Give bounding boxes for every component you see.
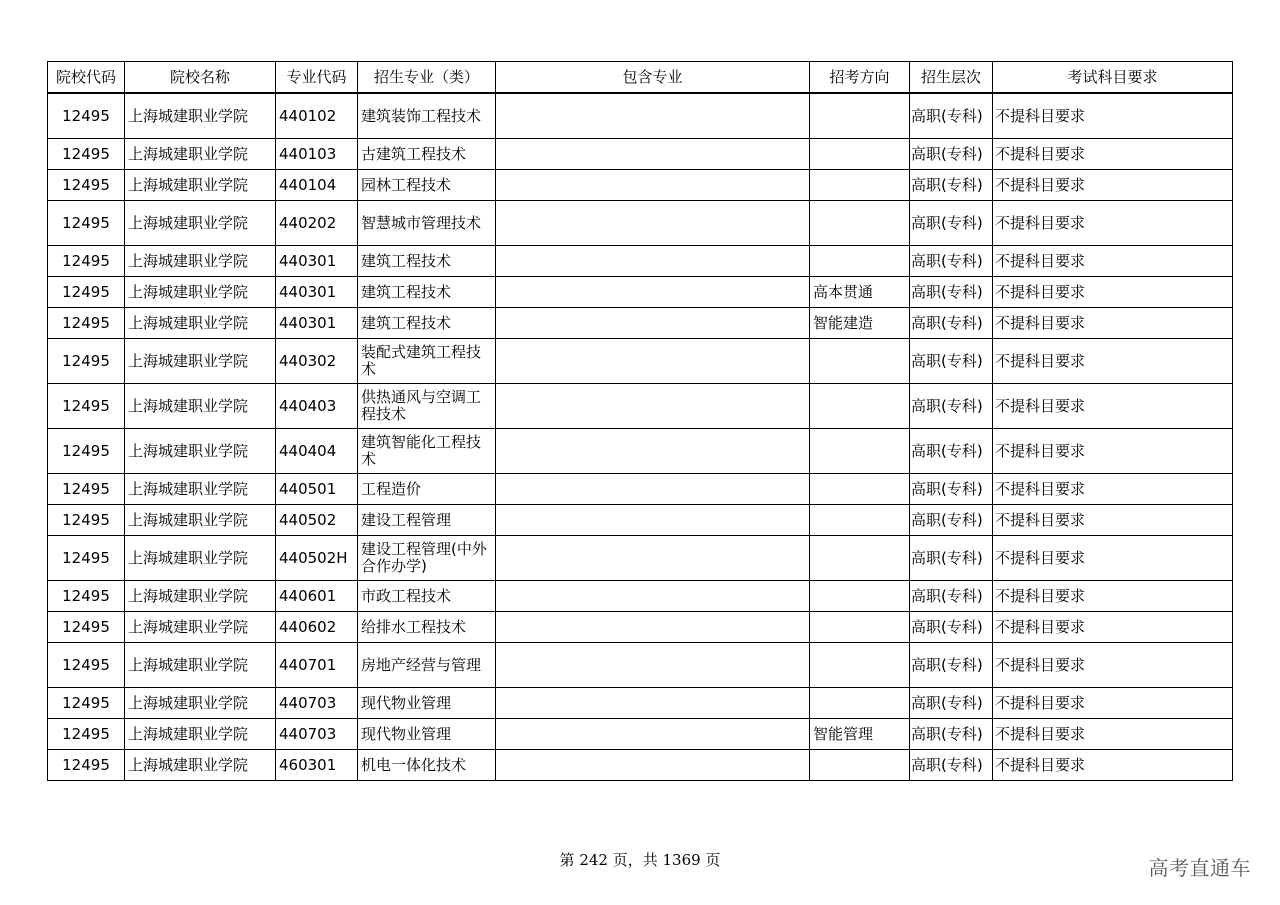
level-cell: 高职(专科) (910, 581, 993, 612)
school-name-cell: 上海城建职业学院 (125, 139, 276, 170)
subject-requirement-cell: 不提科目要求 (993, 643, 1233, 688)
direction-cell (810, 688, 910, 719)
major-cell: 机电一体化技术 (358, 750, 496, 781)
header-school-code: 院校代码 (48, 62, 125, 94)
included-majors-cell (496, 246, 810, 277)
table-row (48, 170, 1233, 201)
major-code-cell: 440502H (276, 536, 358, 581)
included-majors-cell (496, 581, 810, 612)
major-cell: 装配式建筑工程技术 (358, 339, 496, 384)
subject-requirement-cell: 不提科目要求 (993, 384, 1233, 429)
direction-cell (810, 474, 910, 505)
level-cell: 高职(专科) (910, 308, 993, 339)
table-row (48, 688, 1233, 719)
included-majors-cell (496, 750, 810, 781)
major-code-cell: 440701 (276, 643, 358, 688)
major-code-cell: 440601 (276, 581, 358, 612)
major-cell: 现代物业管理 (358, 719, 496, 750)
subject-requirement-cell: 不提科目要求 (993, 719, 1233, 750)
major-cell: 建筑装饰工程技术 (358, 93, 496, 139)
table-row (48, 93, 1233, 139)
table-row (48, 201, 1233, 246)
major-code-cell: 440404 (276, 429, 358, 474)
header-included-majors: 包含专业 (496, 62, 810, 94)
school-code-cell: 12495 (48, 139, 125, 170)
direction-cell (810, 139, 910, 170)
subject-requirement-cell: 不提科目要求 (993, 93, 1233, 139)
table-header-row (48, 62, 1233, 94)
table-row (48, 277, 1233, 308)
table-row (48, 612, 1233, 643)
subject-requirement-cell: 不提科目要求 (993, 612, 1233, 643)
included-majors-cell (496, 719, 810, 750)
school-code-cell: 12495 (48, 201, 125, 246)
school-code-cell: 12495 (48, 688, 125, 719)
major-cell: 市政工程技术 (358, 581, 496, 612)
table-row (48, 581, 1233, 612)
level-cell: 高职(专科) (910, 536, 993, 581)
major-code-cell: 440501 (276, 474, 358, 505)
included-majors-cell (496, 139, 810, 170)
major-code-cell: 440403 (276, 384, 358, 429)
header-major: 招生专业（类） (358, 62, 496, 94)
subject-requirement-cell: 不提科目要求 (993, 505, 1233, 536)
major-code-cell: 440703 (276, 688, 358, 719)
major-code-cell: 440301 (276, 277, 358, 308)
table-row (48, 308, 1233, 339)
major-code-cell: 440502 (276, 505, 358, 536)
school-code-cell: 12495 (48, 505, 125, 536)
major-cell: 供热通风与空调工程技术 (358, 384, 496, 429)
page-number-footer: 第 242 页，共 1369 页 (559, 851, 721, 869)
direction-cell: 高本贯通 (810, 277, 910, 308)
school-code-cell: 12495 (48, 277, 125, 308)
header-school-name: 院校名称 (125, 62, 276, 94)
admissions-table (47, 61, 1233, 781)
table-row (48, 246, 1233, 277)
school-name-cell: 上海城建职业学院 (125, 93, 276, 139)
major-code-cell: 440301 (276, 308, 358, 339)
subject-requirement-cell: 不提科目要求 (993, 277, 1233, 308)
school-code-cell: 12495 (48, 643, 125, 688)
table-row (48, 719, 1233, 750)
school-name-cell: 上海城建职业学院 (125, 688, 276, 719)
subject-requirement-cell: 不提科目要求 (993, 170, 1233, 201)
direction-cell (810, 536, 910, 581)
direction-cell: 智能管理 (810, 719, 910, 750)
school-name-cell: 上海城建职业学院 (125, 581, 276, 612)
table-row (48, 139, 1233, 170)
school-name-cell: 上海城建职业学院 (125, 308, 276, 339)
level-cell: 高职(专科) (910, 384, 993, 429)
table-row (48, 339, 1233, 384)
school-name-cell: 上海城建职业学院 (125, 536, 276, 581)
direction-cell (810, 505, 910, 536)
school-code-cell: 12495 (48, 429, 125, 474)
table-row (48, 536, 1233, 581)
school-code-cell: 12495 (48, 750, 125, 781)
level-cell: 高职(专科) (910, 201, 993, 246)
direction-cell (810, 246, 910, 277)
major-cell: 建设工程管理 (358, 505, 496, 536)
header-major-code: 专业代码 (276, 62, 358, 94)
school-code-cell: 12495 (48, 246, 125, 277)
school-code-cell: 12495 (48, 536, 125, 581)
school-code-cell: 12495 (48, 384, 125, 429)
major-cell: 智慧城市管理技术 (358, 201, 496, 246)
direction-cell (810, 643, 910, 688)
subject-requirement-cell: 不提科目要求 (993, 536, 1233, 581)
school-code-cell: 12495 (48, 339, 125, 384)
included-majors-cell (496, 308, 810, 339)
school-code-cell: 12495 (48, 612, 125, 643)
included-majors-cell (496, 612, 810, 643)
direction-cell: 智能建造 (810, 308, 910, 339)
level-cell: 高职(专科) (910, 505, 993, 536)
major-cell: 给排水工程技术 (358, 612, 496, 643)
subject-requirement-cell: 不提科目要求 (993, 581, 1233, 612)
level-cell: 高职(专科) (910, 429, 993, 474)
included-majors-cell (496, 688, 810, 719)
school-code-cell: 12495 (48, 474, 125, 505)
subject-requirement-cell: 不提科目要求 (993, 308, 1233, 339)
school-name-cell: 上海城建职业学院 (125, 170, 276, 201)
major-code-cell: 440703 (276, 719, 358, 750)
school-name-cell: 上海城建职业学院 (125, 201, 276, 246)
major-code-cell: 440103 (276, 139, 358, 170)
school-name-cell: 上海城建职业学院 (125, 384, 276, 429)
subject-requirement-cell: 不提科目要求 (993, 139, 1233, 170)
level-cell: 高职(专科) (910, 170, 993, 201)
school-name-cell: 上海城建职业学院 (125, 277, 276, 308)
school-name-cell: 上海城建职业学院 (125, 643, 276, 688)
level-cell: 高职(专科) (910, 719, 993, 750)
level-cell: 高职(专科) (910, 688, 993, 719)
major-cell: 建筑工程技术 (358, 277, 496, 308)
school-name-cell: 上海城建职业学院 (125, 339, 276, 384)
included-majors-cell (496, 474, 810, 505)
major-code-cell: 440102 (276, 93, 358, 139)
major-cell: 现代物业管理 (358, 688, 496, 719)
header-subject-requirement: 考试科目要求 (993, 62, 1233, 94)
major-cell: 建筑工程技术 (358, 246, 496, 277)
level-cell: 高职(专科) (910, 612, 993, 643)
direction-cell (810, 429, 910, 474)
major-code-cell: 440202 (276, 201, 358, 246)
major-cell: 建设工程管理(中外合作办学) (358, 536, 496, 581)
school-name-cell: 上海城建职业学院 (125, 719, 276, 750)
school-code-cell: 12495 (48, 170, 125, 201)
direction-cell (810, 339, 910, 384)
direction-cell (810, 384, 910, 429)
school-name-cell: 上海城建职业学院 (125, 750, 276, 781)
table-row (48, 505, 1233, 536)
subject-requirement-cell: 不提科目要求 (993, 246, 1233, 277)
table-row (48, 643, 1233, 688)
included-majors-cell (496, 536, 810, 581)
school-code-cell: 12495 (48, 93, 125, 139)
subject-requirement-cell: 不提科目要求 (993, 474, 1233, 505)
header-level: 招生层次 (910, 62, 993, 94)
school-code-cell: 12495 (48, 719, 125, 750)
school-code-cell: 12495 (48, 581, 125, 612)
subject-requirement-cell: 不提科目要求 (993, 750, 1233, 781)
included-majors-cell (496, 170, 810, 201)
direction-cell (810, 170, 910, 201)
school-name-cell: 上海城建职业学院 (125, 429, 276, 474)
direction-cell (810, 581, 910, 612)
level-cell: 高职(专科) (910, 139, 993, 170)
direction-cell (810, 93, 910, 139)
direction-cell (810, 612, 910, 643)
subject-requirement-cell: 不提科目要求 (993, 688, 1233, 719)
major-code-cell: 440302 (276, 339, 358, 384)
subject-requirement-cell: 不提科目要求 (993, 339, 1233, 384)
included-majors-cell (496, 643, 810, 688)
major-code-cell: 440301 (276, 246, 358, 277)
school-name-cell: 上海城建职业学院 (125, 505, 276, 536)
subject-requirement-cell: 不提科目要求 (993, 201, 1233, 246)
level-cell: 高职(专科) (910, 474, 993, 505)
level-cell: 高职(专科) (910, 93, 993, 139)
school-name-cell: 上海城建职业学院 (125, 246, 276, 277)
subject-requirement-cell: 不提科目要求 (993, 429, 1233, 474)
major-code-cell: 440602 (276, 612, 358, 643)
major-cell: 房地产经营与管理 (358, 643, 496, 688)
included-majors-cell (496, 384, 810, 429)
included-majors-cell (496, 339, 810, 384)
school-name-cell: 上海城建职业学院 (125, 474, 276, 505)
major-cell: 建筑智能化工程技术 (358, 429, 496, 474)
included-majors-cell (496, 277, 810, 308)
major-code-cell: 440104 (276, 170, 358, 201)
major-cell: 工程造价 (358, 474, 496, 505)
school-code-cell: 12495 (48, 308, 125, 339)
school-name-cell: 上海城建职业学院 (125, 612, 276, 643)
included-majors-cell (496, 201, 810, 246)
table-row (48, 429, 1233, 474)
header-direction: 招考方向 (810, 62, 910, 94)
included-majors-cell (496, 505, 810, 536)
table-row (48, 474, 1233, 505)
level-cell: 高职(专科) (910, 643, 993, 688)
major-cell: 古建筑工程技术 (358, 139, 496, 170)
watermark-label: 高考直通车 (1148, 856, 1251, 880)
table-row (48, 750, 1233, 781)
major-cell: 园林工程技术 (358, 170, 496, 201)
direction-cell (810, 201, 910, 246)
major-cell: 建筑工程技术 (358, 308, 496, 339)
table-row (48, 384, 1233, 429)
included-majors-cell (496, 93, 810, 139)
level-cell: 高职(专科) (910, 339, 993, 384)
included-majors-cell (496, 429, 810, 474)
direction-cell (810, 750, 910, 781)
major-code-cell: 460301 (276, 750, 358, 781)
level-cell: 高职(专科) (910, 246, 993, 277)
level-cell: 高职(专科) (910, 750, 993, 781)
level-cell: 高职(专科) (910, 277, 993, 308)
